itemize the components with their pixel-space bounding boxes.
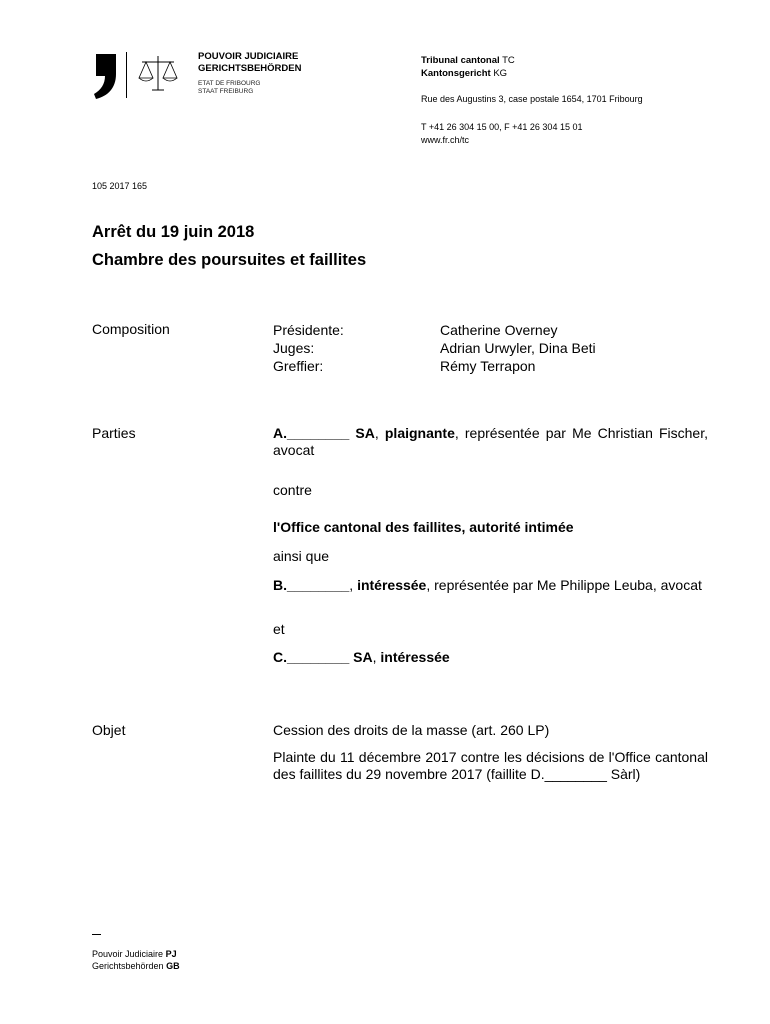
party-c bbox=[273, 649, 708, 666]
footer-line2-abbr: GB bbox=[166, 961, 180, 971]
name-juges: Adrian Urwyler, Dina Beti bbox=[440, 340, 596, 356]
role-greffier: Greffier: bbox=[273, 358, 324, 374]
party-a-sep: , bbox=[374, 425, 385, 441]
footer-dash bbox=[92, 934, 101, 935]
party-a-role: plaignante bbox=[384, 425, 455, 441]
footer-line1-text: Pouvoir Judiciaire bbox=[92, 949, 164, 959]
role-presidente: Présidente: bbox=[273, 322, 344, 338]
scales-of-justice-icon bbox=[136, 54, 180, 94]
court-fr: Tribunal cantonal bbox=[421, 55, 500, 66]
composition-label: Composition bbox=[92, 321, 170, 337]
document-title bbox=[92, 218, 366, 274]
logo-org-name bbox=[198, 51, 301, 75]
name-greffier: Rémy Terrapon bbox=[440, 358, 536, 374]
logo-divider bbox=[126, 52, 127, 98]
name-presidente: Catherine Overney bbox=[440, 322, 558, 338]
party-b-rest: , représentée par Me Philippe Leuba, avocat bbox=[426, 577, 702, 593]
logo-line2: GERICHTSBEHÖRDEN bbox=[198, 63, 302, 74]
party-office-name: l'Office cantonal des faillites, autorité intimée bbox=[273, 519, 574, 535]
role-juges: Juges: bbox=[273, 340, 315, 356]
party-c-role: intéressée bbox=[380, 649, 450, 665]
court-contact bbox=[421, 121, 582, 147]
party-b bbox=[273, 577, 708, 594]
court-de-abbr: KG bbox=[493, 68, 508, 79]
court-phone-fax: T +41 26 304 15 00, F +41 26 304 15 01 bbox=[421, 122, 583, 132]
footer bbox=[92, 948, 180, 972]
party-a bbox=[273, 425, 708, 459]
party-a-name: A.________ SA bbox=[273, 425, 375, 441]
party-b-sep: , bbox=[349, 577, 358, 593]
ainsi-que-text: ainsi que bbox=[273, 548, 330, 564]
objet-label: Objet bbox=[92, 722, 126, 738]
case-reference: 105 2017 165 bbox=[92, 181, 148, 191]
footer-line1-abbr: PJ bbox=[165, 949, 177, 959]
parties-label: Parties bbox=[92, 425, 136, 441]
contre-text: contre bbox=[273, 482, 312, 498]
composition-names bbox=[440, 321, 596, 375]
objet-line2: Plainte du 11 décembre 2017 contre les décisions de l'Office cantonal des faillites du 29 novembre 2017 (faillite D.________ Sàrl) bbox=[273, 749, 708, 782]
court-fr-abbr: TC bbox=[502, 55, 515, 66]
logo-line1: POUVOIR JUDICIAIRE bbox=[198, 51, 299, 62]
footer-line2-text: Gerichtsbehörden bbox=[92, 961, 164, 971]
party-c-sep: , bbox=[372, 649, 381, 665]
objet-line1: Cession des droits de la masse (art. 260 LP) bbox=[273, 722, 550, 738]
logo-org-sub bbox=[198, 80, 260, 96]
title-line2: Chambre des poursuites et faillites bbox=[92, 251, 367, 269]
logo-sub1: ETAT DE FRIBOURG bbox=[198, 80, 261, 87]
court-name bbox=[421, 54, 515, 80]
party-c-name: C.________ SA bbox=[273, 649, 373, 665]
court-address: Rue des Augustins 3, case postale 1654, 1701 Fribourg bbox=[421, 94, 643, 104]
court-de: Kantonsgericht bbox=[421, 68, 491, 79]
party-a-rest: , représentée par Me Christian Fischer, avocat bbox=[273, 425, 708, 458]
party-b-name: B.________ bbox=[273, 577, 350, 593]
party-b-role: intéressée bbox=[357, 577, 427, 593]
comma-logo-icon bbox=[92, 52, 118, 100]
logo-sub2: STAAT FREIBURG bbox=[198, 88, 254, 95]
composition-roles bbox=[273, 321, 344, 375]
et-text: et bbox=[273, 621, 285, 637]
title-line1: Arrêt du 19 juin 2018 bbox=[92, 223, 255, 241]
court-website[interactable]: www.fr.ch/tc bbox=[421, 135, 470, 145]
party-office bbox=[273, 519, 708, 536]
